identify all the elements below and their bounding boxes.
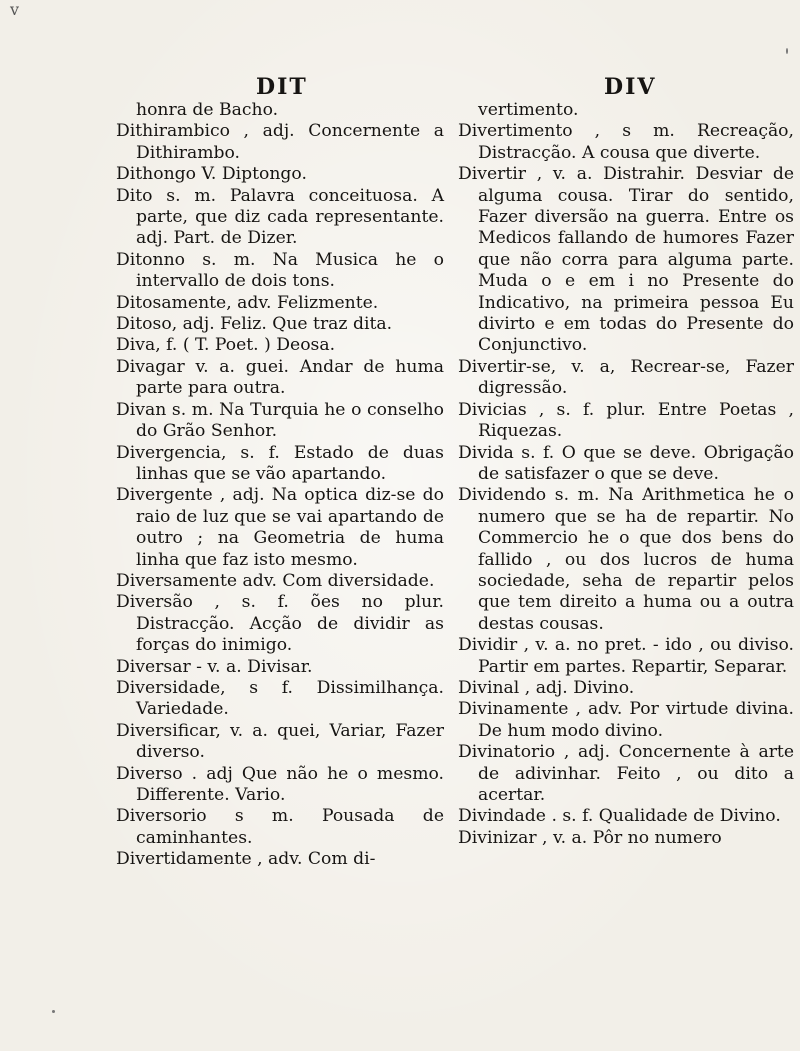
left-column-header: DIT: [256, 74, 308, 100]
right-column: [458, 100, 794, 849]
dictionary-entry: Diverso . adj Que não he o mesmo. Differente. Vario.: [116, 763, 444, 805]
dictionary-entry: Divagar v. a. guei. Andar de huma parte para outra.: [116, 356, 444, 399]
dictionary-entry: Divicias , s. f. plur. Entre Poetas , Riquezas.: [458, 399, 794, 442]
dictionary-entry: Divan s. m. Na Turquia he o conselho do Grão Senhor.: [116, 399, 444, 442]
corner-mark: v: [10, 0, 20, 19]
dictionary-entry: Dividendo s. m. Na Arithmetica he o numero que se ha de repartir. No Commercio he o que dos bens do fallido , ou dos lucros de huma sociedade, seha de repartir pelos que tem direito a huma ou a outra destas cousas.: [458, 485, 794, 634]
paper-speck: [786, 48, 788, 54]
dictionary-entry: Dithirambico , adj. Concernente a Dithirambo.: [116, 121, 444, 163]
dictionary-entry: Divertidamente , adv. Com di-: [116, 849, 376, 870]
paper-speck: [52, 1010, 55, 1013]
dictionary-entry: Ditonno s. m. Na Musica he o intervallo de dois tons.: [116, 249, 444, 292]
dictionary-entry: Diversidade, s f. Dissimilhança. Variedade.: [116, 677, 444, 720]
dictionary-entry: Divinamente , adv. Por virtude divina. De hum modo divino.: [458, 699, 794, 741]
dictionary-entry: Divinal , adj. Divino.: [458, 677, 635, 698]
dictionary-entry: Divergencia, s. f. Estado de duas linhas que se vão apartando.: [116, 442, 444, 484]
dictionary-entry: Divertir-se, v. a, Recrear-se, Fazer digressão.: [458, 356, 794, 399]
dictionary-entry: Dividir , v. a. no pret. - ido , ou diviso. Partir em partes. Repartir, Separar.: [458, 635, 794, 677]
dictionary-entry: honra de Bacho.: [136, 100, 279, 120]
dictionary-entry: Diversificar, v. a. quei, Variar, Fazer diverso.: [116, 720, 444, 763]
dictionary-entry: Diversamente adv. Com diversidade.: [116, 570, 435, 591]
dictionary-entry: Diva, f. ( T. Poet. ) Deosa.: [116, 335, 336, 356]
dictionary-entry: Dithongo V. Diptongo.: [116, 164, 307, 185]
dictionary-entry: Diversão , s. f. ões no plur. Distracção. Acção de dividir as forças do inimigo.: [116, 592, 444, 656]
dictionary-entry: Diversar - v. a. Divisar.: [116, 656, 313, 677]
dictionary-entry: Divinatorio , adj. Concernente à arte de adivinhar. Feito , ou dito a acertar.: [458, 742, 794, 805]
dictionary-entry: Divergente , adj. Na optica diz-se do raio de luz que se vai apartando de outro ; na Geometria de huma linha que faz isto mesmo.: [116, 485, 444, 570]
dictionary-entry: Dito s. m. Palavra conceituosa. A parte, que diz cada representante. adj. Part. de Dizer.: [116, 185, 444, 249]
dictionary-entry: vertimento.: [478, 100, 579, 120]
dictionary-entry: Diversorio s m. Pousada de caminhantes.: [116, 806, 444, 848]
dictionary-entry: Divertimento , s m. Recreação, Distracção. A cousa que diverte.: [458, 121, 794, 163]
dictionary-entry: Divida s. f. O que se deve. Obrigação de satisfazer o que se deve.: [458, 442, 794, 484]
dictionary-entry: Divinizar , v. a. Pôr no numero: [458, 827, 722, 848]
dictionary-entry: Divindade . s. f. Qualidade de Divino.: [458, 806, 781, 827]
right-column-header: DIV: [604, 74, 657, 100]
dictionary-entry: Divertir , v. a. Distrahir. Desviar de alguma cousa. Tirar do sentido, Fazer diversão na guerra. Entre os Medicos fallando de humores Fazer que não corra para alguma parte. Muda o e em i no Presente do Indicativo, na primeira pessoa Eu divirto e em todas do Presente do Conjunctivo.: [458, 164, 794, 356]
dictionary-entry: Ditosamente, adv. Felizmente.: [116, 292, 379, 313]
left-column: [116, 100, 444, 871]
dictionary-entry: Ditoso, adj. Feliz. Que traz dita.: [116, 314, 393, 335]
